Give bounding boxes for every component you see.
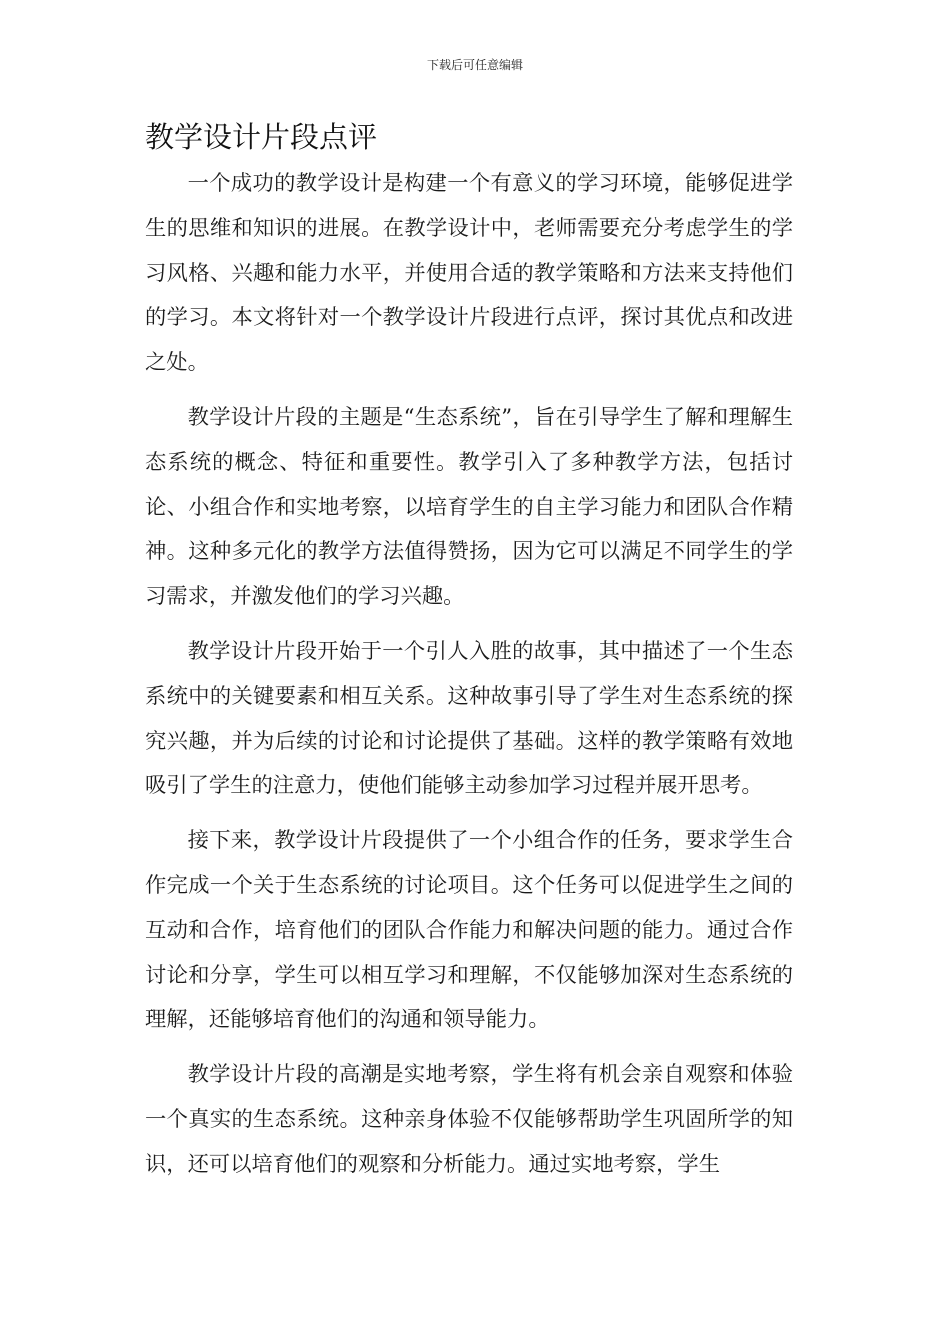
paragraph: 教学设计片段的高潮是实地考察，学生将有机会亲自观察和体验一个真实的生态系统。这种亲身体验不仅能够帮助学生巩固所学的知识，还可以培育他们的观察和分析能力。通过实地考察，学生 [145,1062,793,1177]
paragraph: 接下来，教学设计片段提供了一个小组合作的任务，要求学生合作完成一个关于生态系统的讨论项目。这个任务可以促进学生之间的互动和合作，培育他们的团队合作能力和解决问题的能力。通过合作讨论和分享，学生可以相互学习和理解，不仅能够加深对生态系统的理解，还能够培育他们的沟通和领导能力。 [145,828,793,1033]
paragraph: 教学设计片段开始于一个引人入胜的故事，其中描述了一个生态系统中的关键要素和相互关系。这种故事引导了学生对生态系统的探究兴趣，并为后续的讨论和讨论提供了基础。这样的教学策略有效地吸引了学生的注意力，使他们能够主动参加学习过程并展开思考。 [145,638,793,799]
document-title: 教学设计片段点评 [145,120,378,154]
paragraph: 一个成功的教学设计是构建一个有意义的学习环境，能够促进学生的思维和知识的进展。在教学设计中，老师需要充分考虑学生的学习风格、兴趣和能力水平，并使用合适的教学策略和方法来支持他们的学习。本文将针对一个教学设计片段进行点评，探讨其优点和改进之处。 [145,171,793,376]
paragraph: 教学设计片段的主题是“生态系统”，旨在引导学生了解和理解生态系统的概念、特征和重要性。教学引入了多种教学方法，包括讨论、小组合作和实地考察，以培育学生的自主学习能力和团队合作精神。这种多元化的教学方法值得赞扬，因为它可以满足不同学生的学习需求，并激发他们的学习兴趣。 [145,404,793,610]
header-note: 下载后可任意编辑 [426,58,523,72]
document-body [145,162,793,1198]
